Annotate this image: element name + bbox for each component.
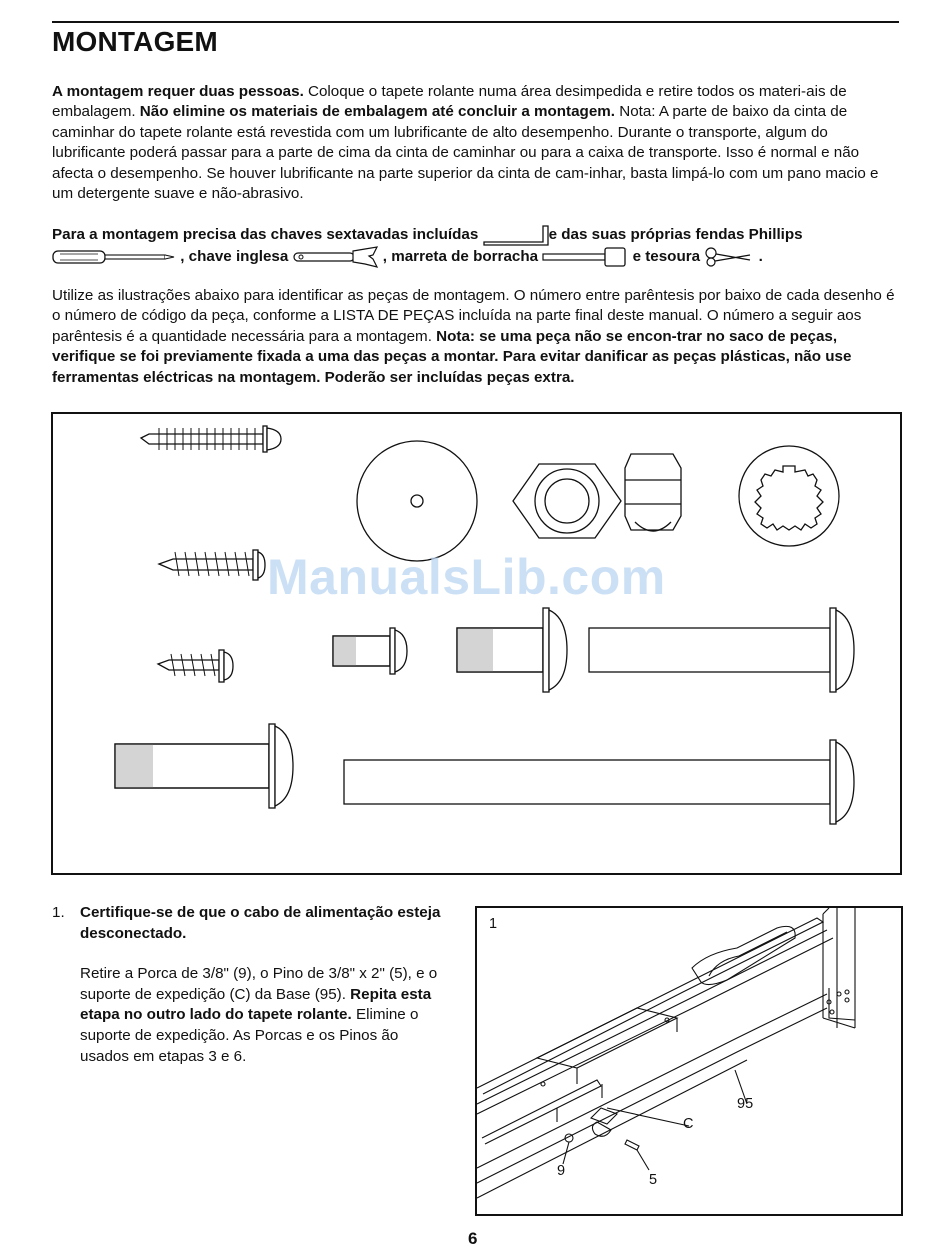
figure-number: 1 xyxy=(489,916,498,932)
short-bolt-drawing xyxy=(333,628,407,674)
step-number: 1. xyxy=(52,904,65,921)
long-bolt-drawing xyxy=(589,608,854,692)
scissors-icon xyxy=(704,247,754,267)
watermark: ManualsLib.com xyxy=(267,549,666,605)
page-number: 6 xyxy=(468,1229,478,1248)
intro-bold-2: Não elimine os materiais de embalagem até concluir a montagem. xyxy=(139,103,615,121)
tools-text-5: e tesoura xyxy=(632,248,701,266)
flat-washer-drawing xyxy=(357,441,477,561)
tools-text-3: , chave inglesa xyxy=(180,248,289,266)
hex-nut-drawing xyxy=(513,464,621,538)
parts-info-bold: Nota: se uma peça não se encon-trar no saco de peças, verifique se foi previamente fixada a uma das peças a montar. Para evitar danificar as peças plásticas, não use ferramentas eléctricas na montagem. Poderão ser incluídas peças extra. xyxy=(52,327,852,386)
parts-illustration-box xyxy=(51,412,902,875)
tools-text-6: . xyxy=(758,248,763,266)
large-bolt-drawing xyxy=(115,724,293,808)
medium-bolt-drawing xyxy=(457,608,567,692)
callout-base: 95 xyxy=(737,1096,754,1112)
step-bold: Repita esta etapa no outro lado do tapete rolante. xyxy=(80,985,432,1024)
hex-key-icon xyxy=(483,224,549,246)
callout-bracket: C xyxy=(683,1116,694,1132)
step-instructions xyxy=(80,964,442,1067)
tools-text-2: e das suas próprias fendas Phillips xyxy=(548,226,803,244)
step-1 xyxy=(52,903,442,1067)
tools-text-4: , marreta de borracha xyxy=(382,248,539,266)
intro-paragraph xyxy=(52,82,897,204)
page-title: MONTAGEM xyxy=(52,26,218,57)
callout-nut: 9 xyxy=(557,1163,566,1179)
parts-illustration xyxy=(53,414,900,873)
self-drilling-screw-drawing xyxy=(141,426,281,452)
extra-long-bolt-drawing xyxy=(344,740,854,824)
adjustable-wrench-icon xyxy=(293,246,379,268)
intro-text-1: Coloque o tapete rolante numa área desimpedida e retire todos os materi-ais de embalagem. xyxy=(52,83,847,121)
rubber-mallet-icon xyxy=(542,247,628,267)
callout-pin: 5 xyxy=(649,1172,658,1188)
intro-text-2: Nota: A parte de baixo da cinta de caminhar do tapete rolante está revestida com um lubrificante de alto desempenho. Durante o transporte, algum do lubrificante poderá passar para a parte de cima da cinta de caminhar ou para a caixa de transporte. Isso é normal e não afecta o desempenho. Se houver lubrificante na parte superior da cinta de cam-inhar, basta limpá-lo com um pano macio e um detergente suave e não-abrasivo. xyxy=(52,103,879,203)
title-rule xyxy=(52,21,899,23)
treadmill-base-drawing xyxy=(477,908,901,1214)
wood-screw-large-drawing xyxy=(159,550,265,580)
step-heading: Certifique-se de que o cabo de alimentação esteja desconectado. xyxy=(80,904,441,942)
phillips-screwdriver-icon xyxy=(52,249,176,265)
step-text-b: Elimine o suporte de expedição. As Porcas e os Pinos ão usados em etapas 3 e 6. xyxy=(80,1006,419,1065)
parts-info-text: Utilize as ilustrações abaixo para identificar as peças de montagem. O número entre parêntesis por baixo de cada desenho é o número de código da peça, conforme a LISTA DE PEÇAS incluída na parte final deste manual. O número a seguir aos parêntesis é a quantidade necessária para a montagem. xyxy=(52,287,895,345)
tools-paragraph xyxy=(52,224,897,268)
wood-screw-small-drawing xyxy=(158,650,233,682)
step-text-a: Retire a Porca de 3/8" (9), o Pino de 3/8" x 2" (5), e o suporte de expedição (C) da Base (95). xyxy=(80,965,438,1003)
step-1-figure xyxy=(475,906,903,1216)
intro-bold-1: A montagem requer duas pessoas. xyxy=(52,83,304,100)
star-washer-drawing xyxy=(739,446,839,546)
parts-info-paragraph xyxy=(52,286,897,388)
lock-nut-drawing xyxy=(625,454,681,531)
tools-text-1: Para a montagem precisa das chaves sextavadas incluídas xyxy=(52,226,479,244)
